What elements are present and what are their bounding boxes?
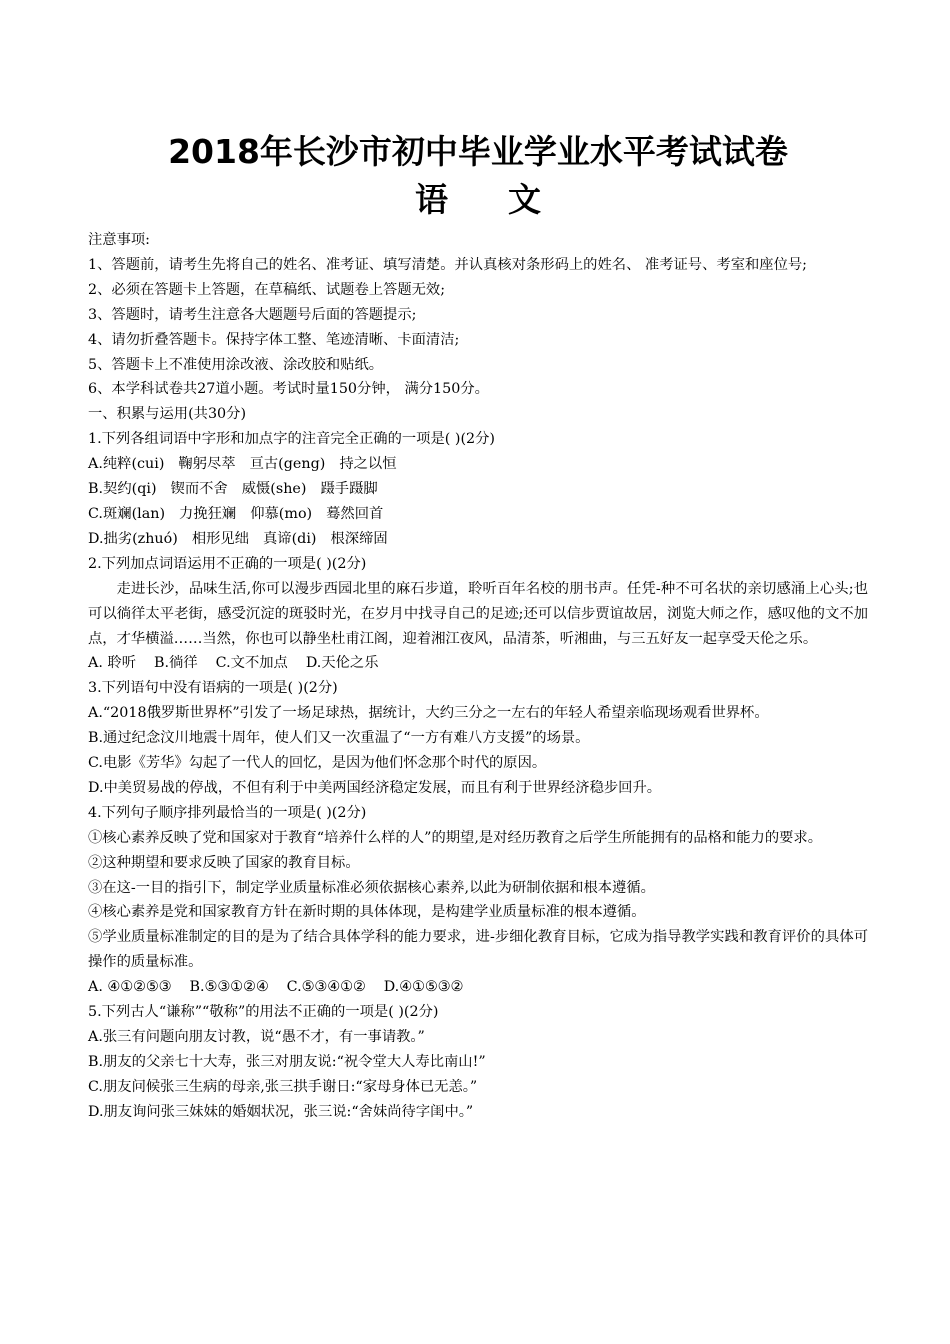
subject-char-2: 文 <box>508 180 541 219</box>
option-word: 仰慕(mo) <box>250 505 313 522</box>
option-word: 蹑手蹑脚 <box>320 481 378 498</box>
option-word: 真谛(di) <box>263 530 317 547</box>
exam-page <box>88 128 868 1125</box>
option-word: 锲而不舍 <box>170 481 228 498</box>
option-word: 鞠躬尽萃 <box>178 456 236 473</box>
question-1-option-c <box>88 502 868 527</box>
question-4-sentence: ④核心素养是党和国家教育方针在新时期的具体体现，是构建学业质量标准的根本遵循。 <box>88 904 646 921</box>
section-heading: 一、积累与运用(共30分) <box>88 406 247 423</box>
notes-heading: 注意事项: <box>88 232 151 248</box>
option-word: 根深缔固 <box>330 530 388 547</box>
question-5-option-a: A.张三有问题向朋友讨教，说“愚不才，有一事请教。” <box>88 1029 425 1045</box>
question-4-stem: 4.下列句子顺序排列最恰当的一项是( )(2分) <box>88 804 367 821</box>
question-5-option-b: B.朋友的父亲七十大寿，张三对朋友说:“祝令堂大人寿比南山!” <box>88 1053 486 1070</box>
question-2-passage: 走进长沙，品味生活,你可以漫步西园北里的麻石步道，聆听百年名校的朋书声。任凭-种不可名状的亲切感涌上心头;也可以徜徉太平老街，感受沉淀的斑驳时光，在岁月中找寻自己的足迹;还可以信步贾谊故居，浏览大师之作，感叹他的文不加点，才华横溢……当然，你也可以静坐杜甫江阁，迎着湘江夜风，品清茶，听湘曲，与三五好友一起享受天伦之乐。 <box>88 580 868 647</box>
question-5-option-c: C.朋友问候张三生病的母亲,张三拱手谢日:“家母身体已无恙。” <box>88 1078 478 1095</box>
option-b: B.徜徉 <box>154 655 198 672</box>
question-1-option-a <box>88 452 868 477</box>
subject-title <box>88 176 868 224</box>
note-item: 6、本学科试卷共27道小题。考试时量150分钟， 满分150分。 <box>88 381 489 398</box>
question-5-option-d: D.朋友询问张三妹妹的婚姻状况，张三说:“舍妹尚待字闺中。” <box>88 1103 474 1120</box>
option-word: C.斑斓(lan) <box>88 505 166 522</box>
option-c: C.文不加点 <box>215 655 288 672</box>
question-1-option-b <box>88 477 868 502</box>
option-word: 持之以恒 <box>339 456 397 473</box>
question-3-option-d: D.中美贸易战的停战，不但有利于中美两国经济稳定发展，而且有利于世界经济稳步回升。 <box>88 779 662 796</box>
option-word: 相形见绌 <box>191 530 249 547</box>
option-word: 蓦然回首 <box>326 505 384 522</box>
question-4-sentence: ③在这-一目的指引下，制定学业质量标准必须依据核心素养,以此为研制依据和根本遵循。 <box>88 879 655 896</box>
option-a: A. 聆听 <box>88 655 137 672</box>
option-word: B.契约(qi) <box>88 481 157 498</box>
option-word: A.纯粹(cui) <box>88 456 165 473</box>
exam-title: 2018年长沙市初中毕业学业水平考试试卷 <box>168 132 788 171</box>
option-word: 威慑(she) <box>241 481 307 498</box>
note-item: 4、请勿折叠答题卡。保持字体工整、笔迹清晰、卡面清洁; <box>88 331 460 348</box>
option-a: A. ④①②⑤③ <box>88 979 172 996</box>
question-2-options <box>88 651 868 676</box>
note-item: 1、答题前，请考生先将自己的姓名、准考证、填写清楚。并认真核对条形码上的姓名、 准考证号、考室和座位号; <box>88 256 807 273</box>
option-word: 力挽狂斓 <box>179 505 237 522</box>
question-1-stem: 1.下列各组词语中字形和加点字的注音完全正确的一项是( )(2分) <box>88 431 496 448</box>
option-word: D.拙劣(zhuó) <box>88 530 178 547</box>
question-4-sentence: ②这种期望和要求反映了国家的教育目标。 <box>88 854 360 871</box>
question-3-stem: 3.下列语句中没有语病的一项是( )(2分) <box>88 680 338 697</box>
subject-char-1: 语 <box>415 180 448 219</box>
option-word: 亘古(geng) <box>249 456 326 473</box>
option-c: C.⑤③④①② <box>286 979 366 996</box>
question-2-stem: 2.下列加点词语运用不正确的一项是( )(2分) <box>88 555 367 572</box>
question-4-sentence: ①核心素养反映了党和国家对于教育“培养什么样的人”的期望,是对经历教育之后学生所能拥有的品格和能力的要求。 <box>88 829 823 846</box>
question-1-option-d <box>88 527 868 552</box>
question-3-option-a: A.“2018俄罗斯世界杯”引发了一场足球热，据统计，大约三分之一左右的年轻人希望亲临现场观看世界杯。 <box>88 705 769 722</box>
note-item: 2、必须在答题卡上答题，在草稿纸、试题卷上答题无效; <box>88 281 446 298</box>
note-item: 3、答题时，请考生注意各大题题号后面的答题提示; <box>88 306 417 323</box>
note-item: 5、答题卡上不准使用涂改液、涂改胶和贴纸。 <box>88 356 384 373</box>
question-3-option-c: C.电影《芳华》勾起了一代人的回忆，是因为他们怀念那个时代的原因。 <box>88 755 547 772</box>
option-d: D.④①⑤③② <box>383 979 464 996</box>
option-b: B.⑤③①②④ <box>189 979 269 996</box>
question-3-option-b: B.通过纪念汶川地震十周年，使人们又一次重温了“一方有难八方支援”的场景。 <box>88 730 590 747</box>
question-4-options <box>88 975 868 1000</box>
option-d: D.天伦之乐 <box>305 655 379 672</box>
question-5-stem: 5.下列古人“谦称”“敬称”的用法不正确的一项是( )(2分) <box>88 1004 439 1021</box>
question-4-sentence: ⑤学业质量标准制定的目的是为了结合具体学科的能力要求，进-步细化教育目标，它成为指导教学实践和教育评价的具体可操作的质量标准。 <box>88 929 868 971</box>
